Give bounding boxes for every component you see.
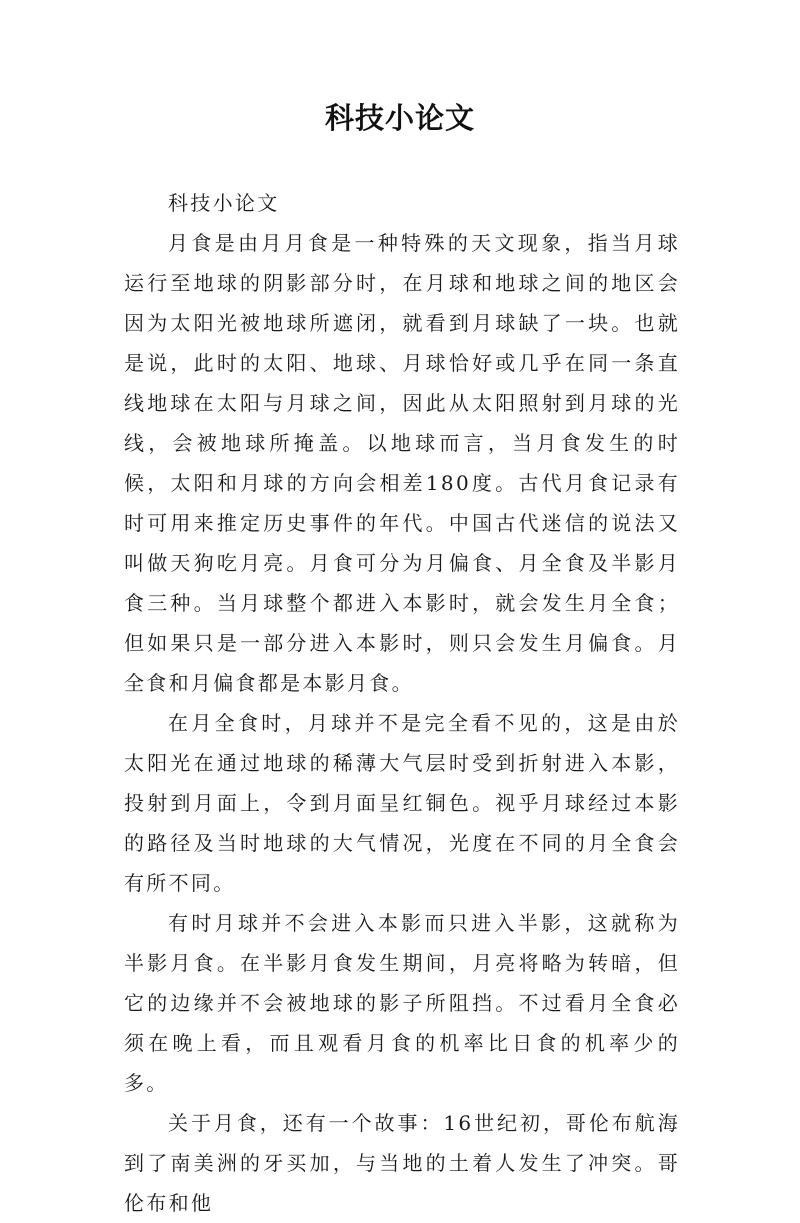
paragraph: 关于月食，还有一个故事：16世纪初，哥伦布航海到了南美洲的牙买加，与当地的土着人发生了冲突。哥伦布和他 — [124, 1111, 680, 1215]
document-title: 科技小论文 — [324, 101, 475, 135]
paragraph: 有时月球并不会进入本影而只进入半影，这就称为半影月食。在半影月食发生期间，月亮将略为转暗，但它的边缘并不会被地球的影子所阻挡。不过看月全食必须在晚上看，而且观看月食的机率比日食的机率少的多。 — [124, 911, 680, 1095]
paragraph: 月食是由月月食是一种特殊的天文现象，指当月球运行至地球的阴影部分时，在月球和地球之间的地区会因为太阳光被地球所遮闭，就看到月球缺了一块。也就是说，此时的太阳、地球、月球恰好或几乎在同一条直线地球在太阳与月球之间，因此从太阳照射到月球的光线，会被地球所掩盖。以地球而言，当月食发生的时候，太阳和月球的方向会相差180度。古代月食记录有时可用来推定历史事件的年代。中国古代迷信的说法又叫做天狗吃月亮。月食可分为月偏食、月全食及半影月食三种。当月球整个都进入本影时，就会发生月全食；但如果只是一部分进入本影时，则只会发生月偏食。月全食和月偏食都是本影月食。 — [124, 231, 680, 695]
document-body — [124, 183, 680, 1223]
paragraph-subtitle: 科技小论文 — [168, 191, 280, 215]
paragraph: 在月全食时，月球并不是完全看不见的，这是由於太阳光在通过地球的稀薄大气层时受到折射进入本影，投射到月面上，令到月面呈红铜色。视乎月球经过本影的路径及当时地球的大气情况，光度在不同的月全食会有所不同。 — [124, 711, 680, 895]
